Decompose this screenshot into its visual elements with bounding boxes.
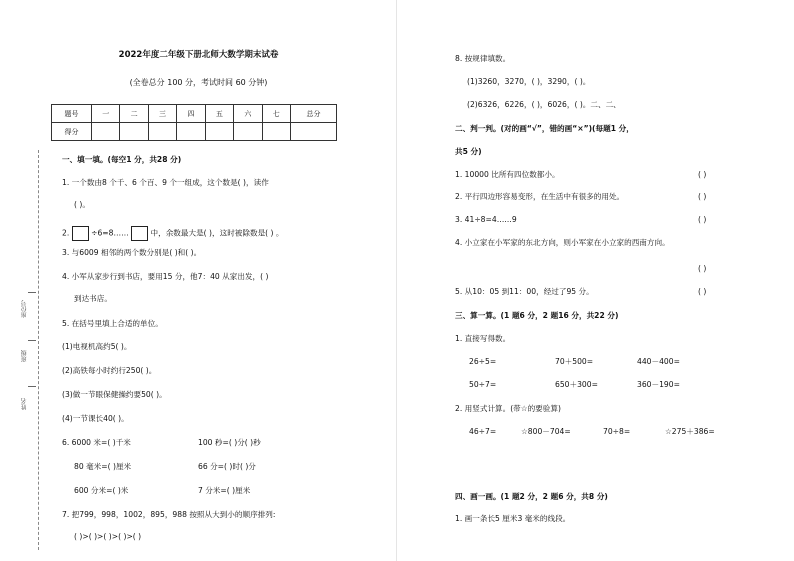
name-label: 姓名 <box>21 398 28 410</box>
exam-subtitle: (全卷总分 100 分，考试时间 60 分钟) <box>129 78 268 87</box>
question-8-2: (2)6326，6226，( )，6026，( )。二、二、 <box>467 100 621 109</box>
calc-1-item: 26÷5= <box>469 357 497 366</box>
judge-1: 1. 10000 比所有四位数都小。 <box>455 170 560 179</box>
calc-1-item: 440－400= <box>637 357 680 366</box>
score-header-cell: 总分 <box>291 105 337 123</box>
score-header-cell: 一 <box>92 105 120 123</box>
section-1-heading: 一、填一填。(每空1 分，共28 分) <box>62 155 182 164</box>
score-input-cell[interactable] <box>120 123 148 141</box>
score-header-cell: 七 <box>262 105 290 123</box>
judge-2: 2. 平行四边形容易变形，在生活中有很多的用处。 <box>455 192 625 201</box>
question-7-line-1: 7. 把799，998，1002，895，988 按照从大到小的顺序排列: <box>62 510 276 519</box>
judge-2-answer[interactable]: ( ) <box>698 192 707 201</box>
question-3: 3. 与6009 相邻的两个数分别是( )和( )。 <box>62 248 202 257</box>
question-5: 5. 在括号里填上合适的单位。 <box>62 319 163 328</box>
calc-2-item: ☆275＋386= <box>665 427 715 436</box>
calc-1-heading: 1. 直接写得数。 <box>455 334 511 343</box>
score-input-cell[interactable] <box>177 123 205 141</box>
question-6-3b: 7 分米=( )厘米 <box>198 486 251 495</box>
dividend-blank-box[interactable] <box>72 226 89 241</box>
score-input-cell[interactable] <box>205 123 233 141</box>
question-4-line-2: 到达书店。 <box>74 294 112 303</box>
question-7-answer-line: ( )>( )>( )>( )>( ) <box>74 532 142 541</box>
judge-3: 3. 41÷8=4……9 <box>455 215 517 224</box>
score-row-label: 得分 <box>52 123 92 141</box>
score-header-cell: 五 <box>205 105 233 123</box>
seat-number-label: 座位号 <box>21 300 28 318</box>
question-6-1a: 6. 6000 米=( )千米 <box>62 438 131 447</box>
section-2-heading-line-1: 二、判一判。(对的画“√”，错的画“×”)(每题1 分， <box>455 124 634 133</box>
calc-1-item: 650＋300= <box>555 380 598 389</box>
score-input-cell[interactable] <box>262 123 290 141</box>
score-header-cell: 六 <box>234 105 262 123</box>
question-5-3: (3)做一节眼保健操约要50( )。 <box>62 390 167 399</box>
exam-title: 2022年度二年级下册北师大数学期末试卷 <box>118 50 279 60</box>
calc-2-item: 70÷8= <box>603 427 631 436</box>
calc-2-item: ☆800－704= <box>521 427 571 436</box>
question-5-1: (1)电视机高约5( )。 <box>62 342 132 351</box>
margin-tick <box>28 340 36 341</box>
score-header-cell: 二 <box>120 105 148 123</box>
question-1-line-2: ( )。 <box>74 200 90 209</box>
score-table-header-row <box>52 105 337 123</box>
question-6-3a: 600 分米=( )米 <box>74 486 129 495</box>
calc-2-item: 46÷7= <box>469 427 497 436</box>
score-table-score-row <box>52 123 337 141</box>
question-5-2: (2)高铁每小时约行250( )。 <box>62 366 157 375</box>
score-table <box>51 104 337 141</box>
binding-line <box>38 150 39 550</box>
score-input-cell[interactable] <box>234 123 262 141</box>
question-6-2a: 80 毫米=( )厘米 <box>74 462 132 471</box>
section-4-heading: 四、画一画。(1 题2 分，2 题6 分，共8 分) <box>455 492 608 501</box>
calc-1-item: 360－190= <box>637 380 680 389</box>
calc-1-item: 70＋500= <box>555 357 594 366</box>
section-3-heading: 三、算一算。(1 题6 分，2 题16 分，共22 分) <box>455 311 619 320</box>
judge-5: 5. 从10：05 到11：00，经过了95 分。 <box>455 287 594 296</box>
remainder-blank-box[interactable] <box>131 226 148 241</box>
question-8: 8. 按规律填数。 <box>455 54 511 63</box>
judge-1-answer[interactable]: ( ) <box>698 170 707 179</box>
question-6-1b: 100 秒=( )分( )秒 <box>198 438 261 447</box>
question-8-1: (1)3260，3270，( )，3290，( )。 <box>467 77 591 86</box>
question-6-2b: 66 分=( )时( )分 <box>198 462 256 471</box>
draw-1: 1. 画一条长5 厘米3 毫米的线段。 <box>455 514 571 523</box>
judge-3-answer[interactable]: ( ) <box>698 215 707 224</box>
question-1-line-1: 1. 一个数由8 个千、6 个百、9 个一组成，这个数是( )，读作 <box>62 178 269 187</box>
section-2-heading-line-2: 共5 分) <box>455 147 482 156</box>
calc-1-item: 50÷7= <box>469 380 497 389</box>
score-header-cell: 三 <box>148 105 176 123</box>
score-header-cell: 题号 <box>52 105 92 123</box>
question-2-equation: ÷6=8…… <box>91 228 129 238</box>
score-input-cell[interactable] <box>148 123 176 141</box>
score-header-cell: 四 <box>177 105 205 123</box>
class-label: 班级 <box>21 350 28 362</box>
margin-tick <box>28 292 36 293</box>
question-2 <box>62 226 284 241</box>
question-4-line-1: 4. 小军从家步行到书店，要用15 分，他7：40 从家出发，( ) <box>62 272 269 281</box>
score-input-cell[interactable] <box>92 123 120 141</box>
judge-4-answer[interactable]: ( ) <box>698 264 707 273</box>
question-2-text: 中，余数最大是( )，这时被除数是( ) 。 <box>150 228 284 238</box>
judge-4: 4. 小立家在小军家的东北方向，则小军家在小立家的西南方向。 <box>455 238 670 247</box>
score-input-cell[interactable] <box>291 123 337 141</box>
judge-5-answer[interactable]: ( ) <box>698 287 707 296</box>
question-5-4: (4)一节课长40( )。 <box>62 414 129 423</box>
question-2-number: 2. <box>62 228 70 238</box>
calc-2-heading: 2. 用竖式计算。(带☆的要验算) <box>455 404 561 413</box>
margin-tick <box>28 386 36 387</box>
right-page <box>397 0 794 561</box>
